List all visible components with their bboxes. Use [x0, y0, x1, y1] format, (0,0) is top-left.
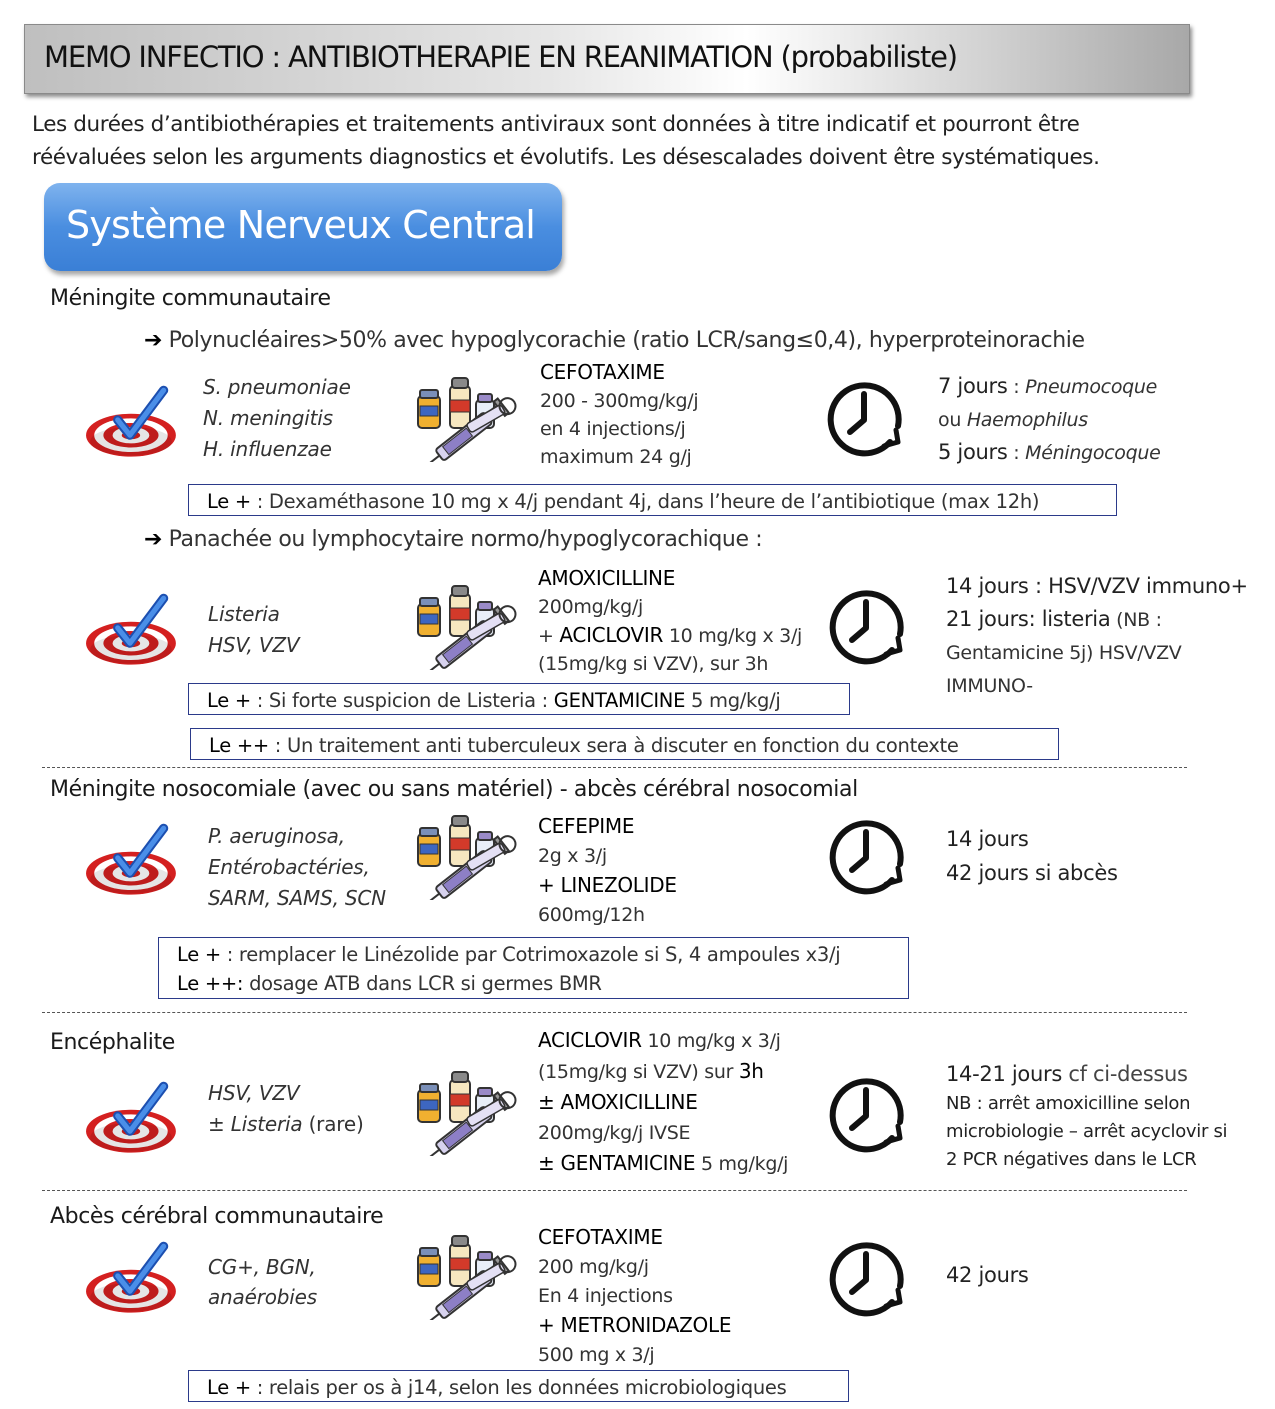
drug-name: CEFOTAXIME	[540, 360, 665, 384]
duration-note: NB : arrêt amoxicilline selon	[946, 1093, 1191, 1114]
section-divider	[42, 767, 1187, 768]
germ-item: N. meningitis	[203, 406, 333, 430]
note-dose: 5 mg/kg/j	[685, 689, 781, 712]
section-divider	[42, 1012, 1187, 1013]
vials-syringe-icon	[412, 1230, 522, 1320]
clock-icon	[826, 584, 910, 668]
duration-line: 21 jours: listeria	[946, 607, 1111, 631]
drug-name: ACICLOVIR	[538, 1028, 642, 1052]
block1-row1-germs	[203, 372, 351, 465]
block2-duration	[946, 822, 1118, 890]
duration-prefix: ou	[938, 409, 967, 431]
germ-item: HSV, VZV	[208, 1081, 300, 1105]
germ-note: (rare)	[302, 1112, 364, 1136]
block1-row2-germs	[208, 599, 299, 661]
germ-item: anaérobies	[208, 1285, 317, 1309]
note-text: dosage ATB dans LCR si germes BMR	[243, 972, 602, 995]
drug-dose: 5 mg/kg/j	[695, 1153, 789, 1175]
criteria-text: Polynucléaires>50% avec hypoglycorachie (ratio LCR/sang≤0,4), hyperproteinorachie	[168, 328, 1085, 353]
duration-days: 5 jours	[938, 440, 1008, 464]
drug-dose: en 4 injections/j	[540, 418, 686, 440]
drug-duration: 3h	[738, 1059, 764, 1083]
arrow-right-icon: ➔	[144, 328, 163, 353]
intro-line-1: Les durées d’antibiothérapies et traitements antiviraux sont données à titre indicatif et pourront être	[32, 112, 1080, 137]
note-drug: GENTAMICINE	[553, 689, 686, 712]
block1-row2-duration	[946, 570, 1248, 703]
vials-syringe-icon	[412, 1066, 522, 1156]
drug-dose: maximum 24 g/j	[540, 446, 692, 468]
block2-heading: Méningite nosocomiale (avec ou sans matériel) - abcès cérébral nosocomial	[50, 777, 858, 802]
germ-item: HSV, VZV	[208, 633, 300, 657]
arrow-right-icon: ➔	[144, 527, 163, 552]
block3-drugs	[538, 1025, 788, 1179]
block2-germs	[208, 821, 386, 914]
block1-row1-duration	[938, 370, 1161, 469]
block3-heading: Encéphalite	[50, 1030, 175, 1055]
drug-dose: 200 - 300mg/kg/j	[540, 390, 699, 412]
block2-drugs	[538, 812, 677, 930]
drug-name: + METRONIDAZOLE	[538, 1313, 732, 1337]
drug-dose: 2g x 3/j	[538, 845, 607, 867]
drug-dose: 10 mg/kg x 3/j	[641, 1030, 781, 1052]
duration-sep: :	[1007, 442, 1026, 464]
germ-item: H. influenzae	[203, 437, 332, 461]
vials-syringe-icon	[412, 372, 522, 462]
target-check-icon	[84, 1080, 182, 1162]
vials-syringe-icon	[412, 580, 522, 670]
note-text: : Un traitement anti tuberculeux sera à discuter en fonction du contexte	[268, 734, 959, 757]
note-label: Le +	[207, 689, 251, 712]
target-check-icon	[84, 1240, 182, 1322]
drug-name: ACICLOVIR	[559, 623, 664, 647]
page-title: MEMO INFECTIO : ANTIBIOTHERAPIE EN REANIMATION (probabiliste)	[44, 40, 957, 74]
drug-prefix: +	[538, 625, 560, 647]
drug-dose: 10 mg/kg x 3/j	[663, 625, 803, 647]
duration-line: 14 jours : HSV/VZV immuno+	[946, 574, 1248, 598]
block4-duration	[946, 1259, 1029, 1291]
duration-note: cf ci-dessus	[1061, 1062, 1188, 1086]
target-check-icon	[84, 822, 182, 904]
duration-germ: Méningocoque	[1025, 442, 1161, 464]
drug-name: ± AMOXICILLINE	[538, 1090, 698, 1114]
block1-note-1	[188, 484, 1117, 516]
note-text: : Dexaméthasone 10 mg x 4/j pendant 4j, dans l’heure de l’antibiotique (max 12h)	[250, 490, 1040, 513]
clock-icon	[826, 814, 910, 898]
block1-note-2	[188, 683, 850, 715]
duration-line: 42 jours si abcès	[946, 861, 1118, 885]
drug-dose: (15mg/kg si VZV) sur	[538, 1061, 739, 1083]
duration-note: microbiologie – arrêt acyclovir si	[946, 1121, 1228, 1142]
duration-line: 14-21 jours	[946, 1062, 1062, 1086]
block4-germs	[208, 1252, 317, 1312]
section-title: Système Nerveux Central	[66, 203, 536, 247]
block3-duration	[946, 1058, 1227, 1174]
drug-dose: 200mg/kg/j IVSE	[538, 1122, 691, 1144]
note-label: Le +	[207, 490, 251, 513]
block1-note-3	[190, 728, 1059, 760]
note-label: Le +	[177, 943, 221, 966]
duration-days: 7 jours	[938, 374, 1008, 398]
drug-dose: 500 mg x 3/j	[538, 1344, 655, 1366]
target-check-icon	[84, 592, 182, 674]
block4-note	[188, 1370, 849, 1402]
note-label: Le ++:	[177, 972, 244, 995]
clock-icon	[824, 376, 908, 460]
germ-item: S. pneumoniae	[203, 375, 351, 399]
block1-criteria-1	[144, 328, 1085, 353]
block1-row1-drugs	[540, 358, 698, 471]
germ-item: Entérobactéries,	[208, 855, 370, 879]
note-text: : Si forte suspicion de Listeria :	[250, 689, 554, 712]
clock-icon	[826, 1072, 910, 1156]
germ-item: Listeria	[208, 602, 280, 626]
intro-line-2: réévaluées selon les arguments diagnostics et évolutifs. Les désescalades doivent être systématiques.	[32, 145, 1100, 170]
drug-dose: En 4 injections	[538, 1285, 673, 1307]
block1-criteria-2	[144, 527, 762, 552]
block4-heading: Abcès cérébral communautaire	[50, 1204, 384, 1229]
drug-dose: (15mg/kg si VZV), sur 3h	[538, 653, 769, 675]
note-text: : relais per os à j14, selon les données microbiologiques	[250, 1376, 787, 1399]
duration-note: IMMUNO-	[946, 675, 1033, 697]
drug-dose: 200 mg/kg/j	[538, 1256, 649, 1278]
block2-note	[158, 937, 909, 999]
duration-sep: :	[1007, 376, 1026, 398]
note-label: Le +	[207, 1376, 251, 1399]
block4-drugs	[538, 1223, 731, 1370]
duration-note: Gentamicine 5j) HSV/VZV	[946, 642, 1182, 664]
criteria-text: Panachée ou lymphocytaire normo/hypoglycorachique :	[168, 527, 763, 552]
drug-dose: 200mg/kg/j	[538, 596, 643, 618]
duration-note: 2 PCR négatives dans le LCR	[946, 1149, 1197, 1170]
duration-note: (NB :	[1110, 609, 1162, 631]
block1-heading: Méningite communautaire	[50, 286, 331, 311]
drug-name: ± GENTAMICINE	[538, 1151, 696, 1175]
note-label: Le ++	[209, 734, 269, 757]
note-text: : remplacer le Linézolide par Cotrimoxazole si S, 4 ampoules x3/j	[220, 943, 841, 966]
duration-line: 42 jours	[946, 1263, 1029, 1287]
germ-item: Listeria	[230, 1112, 303, 1136]
target-check-icon	[84, 384, 182, 466]
germ-prefix: ±	[208, 1112, 231, 1136]
duration-germ: Haemophilus	[966, 409, 1088, 431]
germ-item: SARM, SAMS, SCN	[208, 886, 386, 910]
vials-syringe-icon	[412, 810, 522, 900]
germ-item: CG+, BGN,	[208, 1255, 316, 1279]
duration-line: 14 jours	[946, 827, 1029, 851]
drug-name: + LINEZOLIDE	[538, 873, 677, 897]
block3-germs	[208, 1078, 364, 1140]
drug-name: CEFEPIME	[538, 814, 635, 838]
block1-row2-drugs	[538, 564, 802, 678]
drug-dose: 600mg/12h	[538, 904, 645, 926]
clock-icon	[826, 1236, 910, 1320]
drug-name: AMOXICILLINE	[538, 566, 676, 590]
drug-name: CEFOTAXIME	[538, 1225, 663, 1249]
germ-item: P. aeruginosa,	[208, 824, 345, 848]
duration-germ: Pneumocoque	[1025, 376, 1158, 398]
section-divider	[42, 1190, 1187, 1191]
